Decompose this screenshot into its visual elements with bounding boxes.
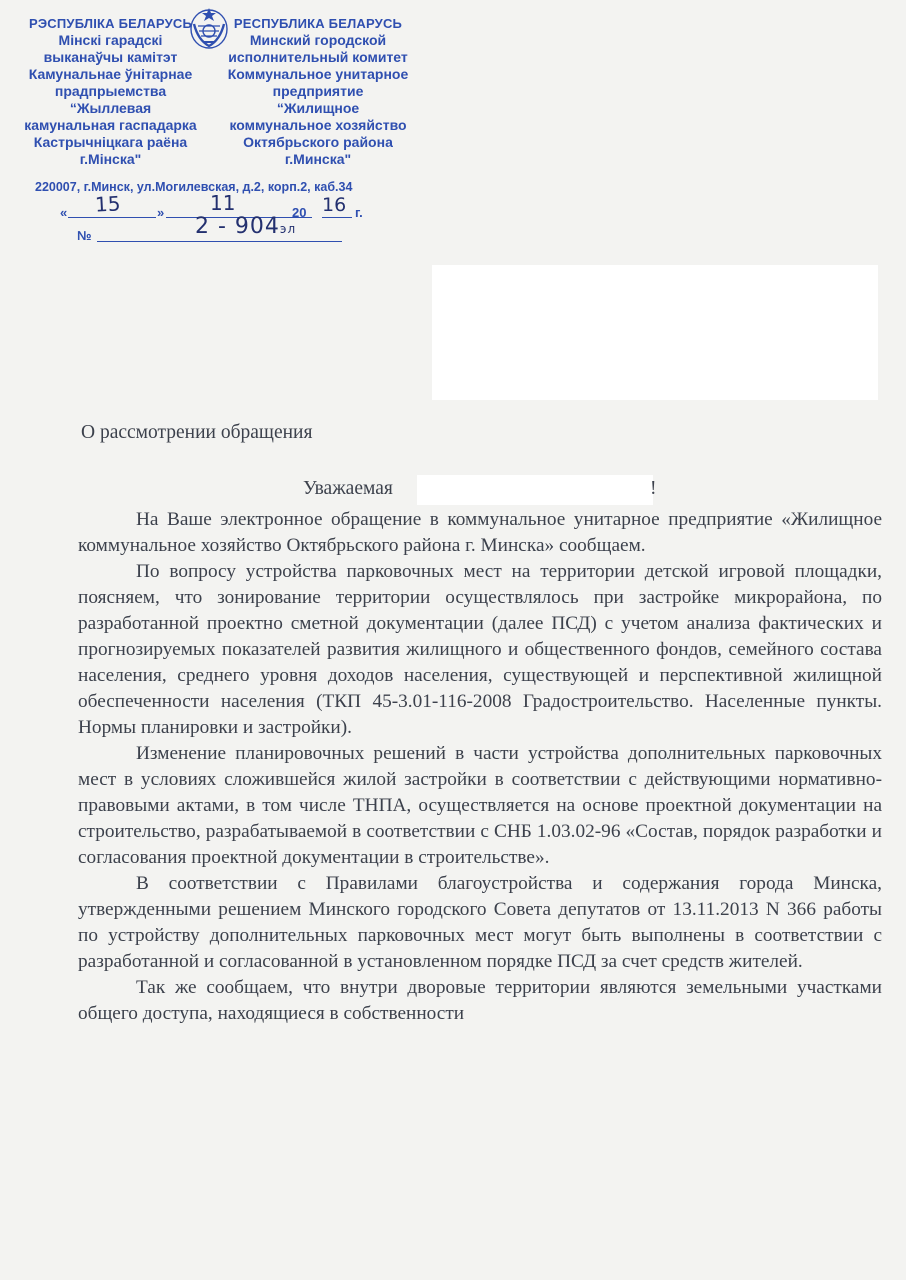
salutation-end: ! [650, 478, 657, 499]
date-year-unit: г. [355, 205, 363, 220]
letterhead-russian [218, 15, 418, 168]
org-be-5: Кастрычніцкага раёна [33, 134, 188, 150]
number-underline [97, 241, 342, 242]
paragraph: Изменение планировочных решений в части устройства дополнительных парковочных мест в условиях сложившейся жилой застройки в соответствии с действующими нормативно-правовыми актами, в том числе ТНПА, осуществляется на основе проектной документации на строительство, разрабатываемой в соответствии с СНБ 1.03.02-96 «Состав, порядок разработки и согласования проектной документации в строительстве». [78, 743, 882, 868]
document-number-suffix: эл [279, 222, 297, 236]
date-quote-close: » [157, 205, 165, 220]
redacted-addressee [432, 265, 878, 400]
org-be-3: “Жыллевая [69, 100, 152, 116]
paragraph: Так же сообщаем, что внутри дворовые территории являются земельными участками общего доступа, находящиеся в собственности [78, 977, 882, 1024]
authority-ru-2: исполнительный комитет [228, 49, 408, 65]
date-quote-open: « [60, 205, 68, 220]
paragraph: По вопросу устройства парковочных мест на территории детской игровой площадки, поясняем, что зонирование территории осуществлялось при застройке микрорайона, по разработанной проектно сметной документации (далее ПСД) с учетом анализа фактических и прогнозируемых показателей развития жилищного и общественного фондов, семейного состава населения, среднего уровня доходов населения, существующей и перспективной жилищной обеспеченности населения (ТКП 45-3.01-116-2008 Градостроительство. Населенные пункты. Нормы планировки и застройки). [78, 561, 882, 738]
date-day-underline [68, 217, 156, 218]
org-be-6: г.Мінска" [79, 151, 142, 167]
org-ru-6: г.Минска" [284, 151, 352, 167]
org-be-1: Камунальнае ўнітарнае [28, 66, 193, 82]
number-label: № [77, 228, 92, 243]
date-month: 11 [210, 191, 236, 215]
date-year-prefix: 20 [292, 205, 307, 220]
document-number [195, 214, 296, 239]
org-ru-4: коммунальное хозяйство [229, 117, 407, 133]
org-ru-1: Коммунальное унитарное [227, 66, 409, 82]
org-be-4: камунальная гаспадарка [24, 117, 197, 133]
country-be: РЭСПУБЛІКА БЕЛАРУСЬ [28, 16, 193, 31]
org-ru-5: Октябрьского района [243, 134, 393, 150]
letterhead-belarusian [18, 15, 203, 168]
document-number-line [77, 214, 347, 248]
authority-be-2: выканаўчы камітэт [43, 49, 178, 65]
org-ru-3: “Жилищное [276, 100, 360, 116]
date-year-suffix: 16 [322, 194, 347, 216]
authority-be-1: Мінскі гарадскі [58, 32, 163, 48]
authority-ru-1: Минский городской [249, 32, 387, 48]
letter-body [78, 507, 882, 1027]
salutation: Уважаемая [303, 478, 393, 499]
date-day: 15 [94, 191, 122, 217]
letter-subject: О рассмотрении обращения [81, 422, 313, 443]
paragraph: На Ваше электронное обращение в коммунальное унитарное предприятие «Жилищное коммунальное хозяйство Октябрьского района г. Минска» сообщаем. [78, 509, 882, 556]
country-ru: РЕСПУБЛИКА БЕЛАРУСЬ [233, 16, 403, 31]
document-number-value: 2 - 904 [195, 214, 280, 239]
date-year-underline [322, 217, 352, 218]
org-address: 220007, г.Минск, ул.Могилевская, д.2, корп.2, каб.34 [35, 180, 353, 194]
redacted-name [417, 475, 653, 505]
org-ru-2: предприятие [272, 83, 364, 99]
paragraph: В соответствии с Правилами благоустройства и содержания города Минска, утвержденными решением Минского городского Совета депутатов от 13.11.2013 N 366 работы по устройству дополнительных парковочных мест могут быть выполнены в соответствии с разработанной и согласованной в установленном порядке ПСД за счет средств жителей. [78, 873, 882, 972]
org-be-2: прадпрыемства [54, 83, 167, 99]
